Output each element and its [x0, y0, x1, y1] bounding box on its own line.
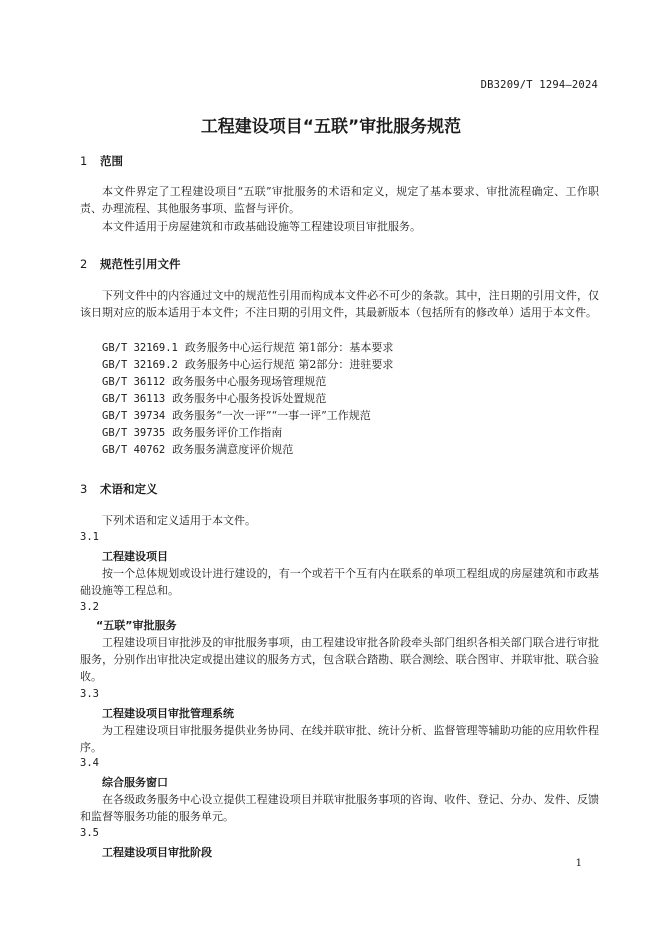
- reference-title: 政务服务中心服务投诉处置规范: [172, 392, 327, 405]
- section-number: 1: [80, 154, 88, 168]
- reference-code: GB/T 32169.2: [102, 359, 178, 371]
- reference-title: 政务服务满意度评价规范: [172, 443, 294, 456]
- term-definition: 在各级政务服务中心设立提供工程建设项目并联审批服务事项的咨询、收件、登记、分办、发件、反馈和监督等服务功能的服务单元。: [80, 793, 599, 823]
- reference-title: 政务服务中心运行规范 第1部分：基本要求: [184, 341, 394, 354]
- term-definition: 按一个总体规划或设计进行建设的，有一个或若干个互有内在联系的单项工程组成的房屋建筑和市政基础设施等工程总和。: [80, 567, 599, 597]
- section-title: 范围: [100, 154, 123, 168]
- page-number: 1: [575, 858, 582, 869]
- reference-title: 政务服务中心运行规范 第2部分：进驻要求: [184, 358, 394, 371]
- clause-number: 3.3: [80, 688, 99, 700]
- reference-item: [102, 424, 282, 442]
- reference-title: 政务服务“一次一评”“一事一评”工作规范: [172, 409, 371, 422]
- terms-intro: 下列术语和定义适用于本文件。: [102, 514, 256, 527]
- term-name: 工程建设项目: [102, 550, 168, 563]
- clause-number: 3.1: [80, 531, 99, 543]
- scope-paragraph-1: 本文件界定了工程建设项目“五联”审批服务的术语和定义，规定了基本要求、审批流程确定、工作职责、办理流程、其他服务事项、监督与评价。: [80, 185, 599, 215]
- reference-code: GB/T 39735: [102, 427, 166, 439]
- section-heading-terms-definitions: [80, 481, 158, 497]
- term-definition: 工程建设项目审批涉及的审批服务事项，由工程建设审批各阶段牵头部门组织各相关部门联合进行审批服务，分别作出审批决定或提出建议的服务方式，包含联合踏勘、联合测绘、联合图审、并联审批、联合验收。: [80, 636, 599, 683]
- section-heading-normative-references: [80, 256, 181, 272]
- section-number: 3: [80, 482, 88, 496]
- reference-item: [102, 356, 393, 374]
- document-number: DB3209/T 1294—2024: [480, 79, 598, 91]
- reference-item: [102, 390, 326, 408]
- term-name: 工程建设项目审批阶段: [102, 846, 212, 859]
- reference-code: GB/T 40762: [102, 444, 166, 456]
- section-title: 术语和定义: [100, 482, 158, 496]
- reference-code: GB/T 36112: [102, 376, 166, 388]
- reference-item: [102, 407, 371, 425]
- references-paragraph: 下列文件中的内容通过文中的规范性引用而构成本文件必不可少的条款。其中，注日期的引用文件，仅该日期对应的版本适用于本文件；不注日期的引用文件，其最新版本（包括所有的修改单）适用于本文件。: [80, 289, 599, 319]
- reference-item: [102, 339, 393, 357]
- section-title: 规范性引用文件: [100, 257, 181, 271]
- section-heading-scope: [80, 153, 123, 169]
- reference-item: [102, 373, 326, 391]
- clause-number: 3.5: [80, 827, 99, 839]
- document-title: 工程建设项目“五联”审批服务规范: [200, 117, 462, 137]
- term-name: 工程建设项目审批管理系统: [102, 707, 234, 720]
- term-name: 综合服务窗口: [102, 776, 168, 789]
- reference-title: 政务服务中心服务现场管理规范: [172, 375, 327, 388]
- reference-code: GB/T 32169.1: [102, 342, 178, 354]
- reference-title: 政务服务评价工作指南: [172, 426, 283, 439]
- scope-paragraph-2: 本文件适用于房屋建筑和市政基础设施等工程建设项目审批服务。: [102, 220, 421, 233]
- clause-number: 3.2: [80, 601, 99, 613]
- term-name: “五联”审批服务: [96, 619, 177, 632]
- section-number: 2: [80, 257, 88, 271]
- reference-code: GB/T 39734: [102, 410, 166, 422]
- reference-code: GB/T 36113: [102, 393, 166, 405]
- clause-number: 3.4: [80, 757, 99, 769]
- reference-item: [102, 441, 293, 459]
- term-definition: 为工程建设项目审批服务提供业务协同、在线并联审批、统计分析、监督管理等辅助功能的应用软件程序。: [80, 724, 599, 754]
